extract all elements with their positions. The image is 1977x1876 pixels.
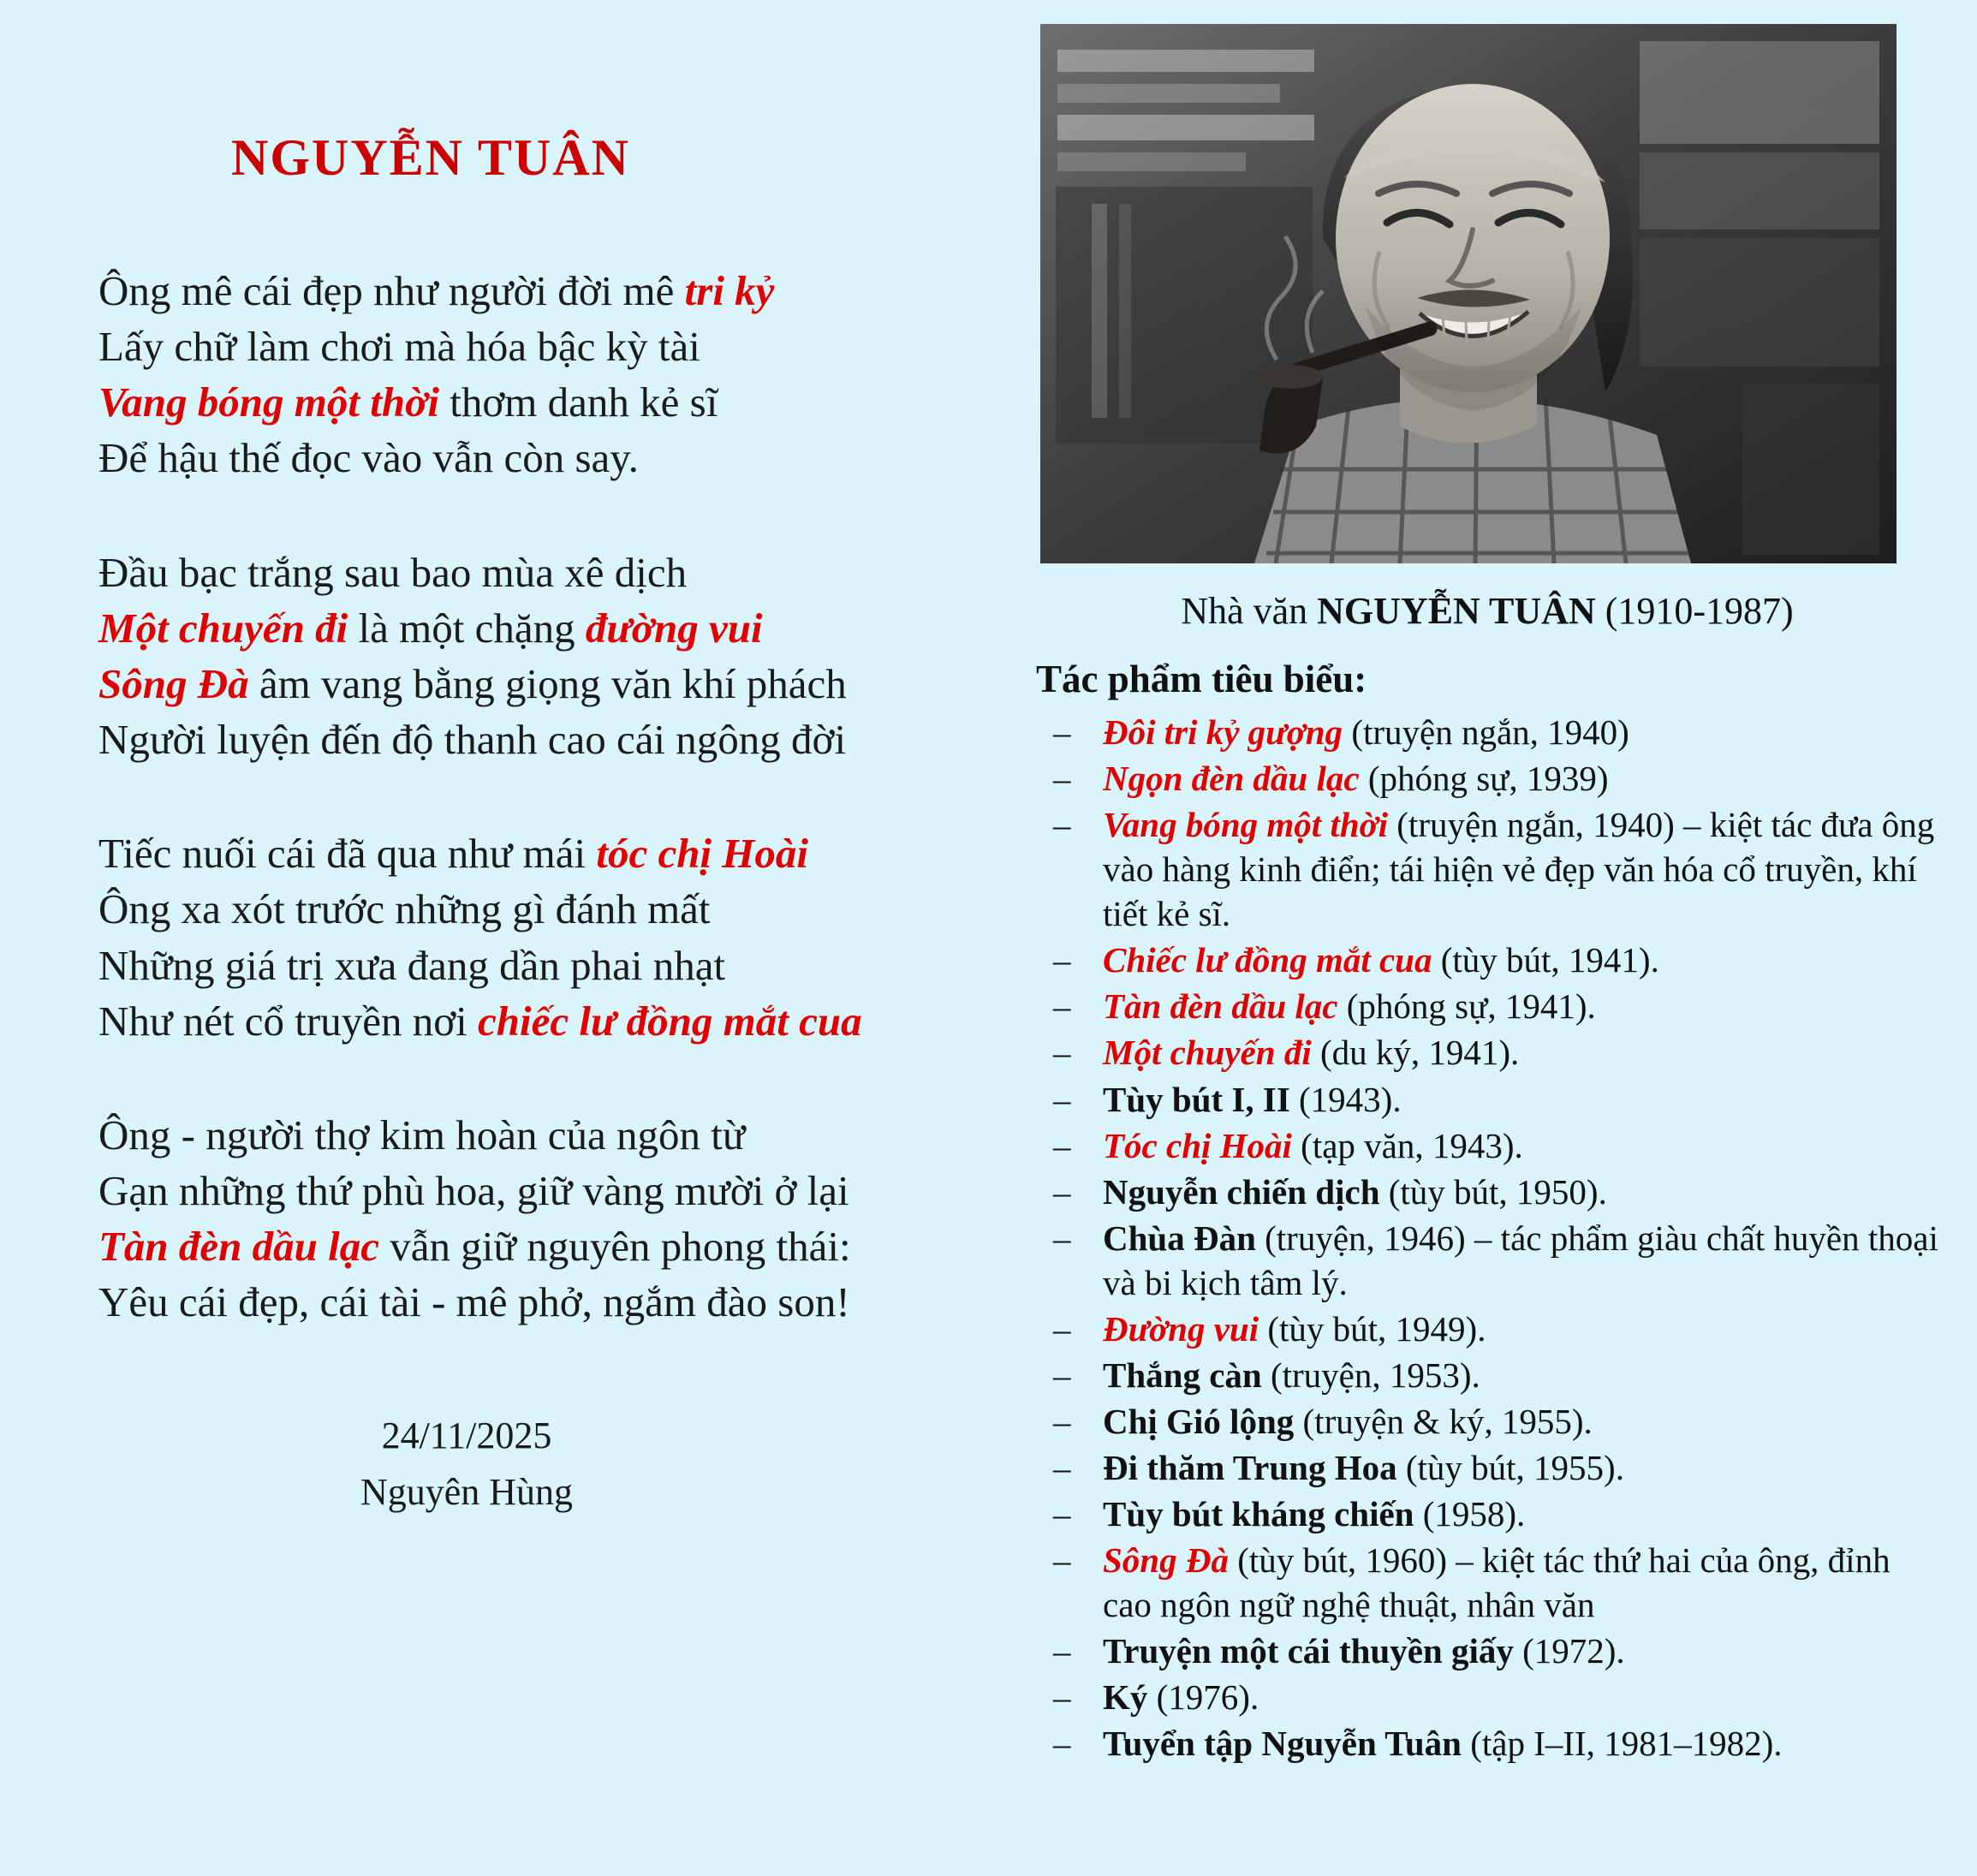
- bullet-dash: –: [1053, 1308, 1071, 1349]
- work-detail: (1972).: [1513, 1631, 1625, 1671]
- caption-prefix: Nhà văn: [1181, 590, 1318, 632]
- poem-stanza-2: [98, 545, 1036, 768]
- poem-stanza-4: [98, 1107, 1036, 1331]
- bullet-dash: –: [1053, 1677, 1071, 1718]
- work-title: Vang bóng một thời: [1103, 805, 1389, 845]
- work-title: Đường vui: [1103, 1308, 1259, 1349]
- list-item: [1036, 802, 1938, 936]
- poem-line: [98, 993, 1036, 1049]
- bullet-dash: –: [1053, 940, 1071, 980]
- list-item: [1036, 1538, 1938, 1627]
- bullet-dash: –: [1053, 1448, 1071, 1487]
- poem-line-text: Lấy chữ làm chơi mà hóa bậc kỳ tài: [98, 323, 700, 371]
- poem-line-text: Ông - người thợ kim hoàn của ngôn từ: [98, 1111, 746, 1158]
- poem-line: [98, 1274, 1036, 1330]
- work-title: Chùa Đàn: [1103, 1218, 1256, 1258]
- work-detail: (phóng sự, 1939): [1359, 759, 1609, 799]
- poem-line-text: Ông mê cái đẹp như người đời mê: [98, 267, 685, 314]
- work-title: Sông Đà: [1103, 1540, 1229, 1581]
- list-item: [1036, 1030, 1938, 1075]
- list-item: [1036, 1170, 1938, 1214]
- poem-line-text: Những giá trị xưa đang dần phai nhạt: [98, 941, 726, 989]
- poem-accent-text: Tàn đèn dầu lạc: [98, 1223, 380, 1271]
- work-detail: (phóng sự, 1941).: [1337, 986, 1596, 1027]
- work-detail: (tùy bút, 1960) – kiệt tác thứ hai của ông, đỉnh cao ngôn ngữ nghệ thuật, nhân văn: [1103, 1540, 1891, 1625]
- signature-block: [98, 1408, 835, 1521]
- list-item: [1036, 1445, 1938, 1490]
- bullet-dash: –: [1053, 1401, 1071, 1441]
- work-detail: (truyện ngắn, 1940) – kiệt tác đưa ông vào hàng kinh điển; tái hiện vẻ đẹp văn hóa cổ truyền, khí tiết kẻ sĩ.: [1103, 805, 1935, 934]
- poem-line: [98, 825, 1036, 881]
- poem-accent-text: Một chuyến đi: [98, 604, 348, 652]
- list-item: [1036, 984, 1938, 1028]
- list-item: [1036, 1721, 1938, 1766]
- work-title: Đi thăm Trung Hoa: [1103, 1448, 1397, 1487]
- poem-accent-text: chiếc lư đồng mắt cua: [478, 997, 862, 1045]
- work-title: Ký: [1103, 1677, 1148, 1718]
- poem-stanza-3: [98, 825, 1036, 1049]
- work-detail: (truyện, 1946) – tác phẩm giàu chất huyền thoại và bi kịch tâm lý.: [1103, 1218, 1938, 1302]
- poem-line-text: Người luyện đến độ thanh cao cái ngông đời: [98, 716, 847, 764]
- bullet-dash: –: [1053, 1171, 1071, 1212]
- poem-line: [98, 374, 1036, 430]
- bullet-dash: –: [1053, 1033, 1071, 1073]
- work-detail: (du ký, 1941).: [1311, 1033, 1520, 1073]
- list-item: [1036, 1353, 1938, 1397]
- poem-line: [98, 319, 1036, 374]
- poem-line-text: vẫn giữ nguyên phong thái:: [379, 1223, 851, 1271]
- works-heading: Tác phẩm tiêu biểu:: [1036, 658, 1367, 700]
- work-title: Một chuyến đi: [1103, 1033, 1312, 1073]
- bullet-dash: –: [1053, 1540, 1071, 1581]
- portrait-illustration: [1040, 24, 1897, 563]
- poem-line-text: là một chặng: [348, 604, 586, 652]
- photo-caption: [1036, 589, 1938, 633]
- poem-line: [98, 881, 1036, 937]
- work-title: Chị Gió lộng: [1103, 1401, 1295, 1441]
- caption-years: (1910-1987): [1595, 590, 1794, 632]
- poem-line: [98, 656, 1036, 712]
- list-item: [1036, 1629, 1938, 1673]
- list-item: [1036, 1077, 1938, 1122]
- list-item: [1036, 1492, 1938, 1536]
- poem-line: [98, 545, 1036, 600]
- bullet-dash: –: [1053, 1724, 1071, 1764]
- poem-line: [98, 430, 1036, 485]
- work-title: Đôi tri kỷ gượng: [1103, 712, 1343, 752]
- poem-line-text: Để hậu thế đọc vào vẫn còn say.: [98, 434, 639, 482]
- list-item: [1036, 1307, 1938, 1351]
- work-detail: (tùy bút, 1955).: [1396, 1448, 1624, 1487]
- poem-line-text: Tiếc nuối cái đã qua như mái: [98, 830, 597, 878]
- poem-date: 24/11/2025: [381, 1414, 552, 1456]
- info-column: [1036, 0, 1977, 1876]
- work-title: Thắng càn: [1103, 1355, 1262, 1395]
- poem-accent-text: Vang bóng một thời: [98, 378, 440, 426]
- work-title: Truyện một cái thuyền giấy: [1103, 1631, 1514, 1671]
- list-item: [1036, 756, 1938, 801]
- work-detail: (tùy bút, 1950).: [1379, 1171, 1607, 1212]
- portrait-photo: [1040, 24, 1897, 563]
- list-item: [1036, 710, 1938, 754]
- bullet-dash: –: [1053, 1079, 1071, 1119]
- work-detail: (truyện & ký, 1955).: [1294, 1401, 1593, 1441]
- work-detail: (1976).: [1147, 1677, 1259, 1718]
- works-list: [1036, 710, 1938, 1766]
- poem-line-text: Đầu bạc trắng sau bao mùa xê dịch: [98, 548, 688, 596]
- list-item: [1036, 1123, 1938, 1168]
- bullet-dash: –: [1053, 759, 1071, 799]
- bullet-dash: –: [1053, 1125, 1071, 1165]
- work-title: Tuyển tập Nguyễn Tuân: [1103, 1724, 1462, 1764]
- poem-accent-text: tri kỷ: [684, 267, 775, 314]
- poem-line: [98, 263, 1036, 319]
- poem-line: [98, 1107, 1036, 1163]
- work-title: Nguyễn chiến dịch: [1103, 1171, 1380, 1212]
- poem-line-text: thơm danh kẻ sĩ: [439, 378, 718, 426]
- work-title: Chiếc lư đồng mắt cua: [1103, 940, 1432, 980]
- bullet-dash: –: [1053, 986, 1071, 1027]
- list-item: [1036, 1399, 1938, 1444]
- poem-accent-text: Sông Đà: [98, 659, 249, 707]
- poem-line: [98, 1218, 1036, 1274]
- work-title: Tóc chị Hoài: [1103, 1125, 1292, 1165]
- poem-line: [98, 600, 1036, 656]
- poem-accent-text: tóc chị Hoài: [596, 830, 809, 878]
- bullet-dash: –: [1053, 805, 1071, 845]
- list-item: [1036, 1216, 1938, 1305]
- poem-accent-text: đường vui: [585, 604, 763, 652]
- bullet-dash: –: [1053, 1494, 1071, 1534]
- poem-author: Nguyên Hùng: [360, 1470, 574, 1513]
- caption-name: NGUYỄN TUÂN: [1317, 590, 1596, 632]
- poem-line-text: Ông xa xót trước những gì đánh mất: [98, 885, 711, 933]
- work-detail: (tập I–II, 1981–1982).: [1461, 1724, 1783, 1764]
- poem-line-text: Như nét cổ truyền nơi: [98, 997, 479, 1045]
- work-detail: (tùy bút, 1941).: [1432, 940, 1659, 980]
- list-item: [1036, 1675, 1938, 1719]
- poem-line-text: Gạn những thứ phù hoa, giữ vàng mười ở lại: [98, 1167, 849, 1215]
- bullet-dash: –: [1053, 712, 1071, 752]
- work-detail: (1958).: [1414, 1494, 1526, 1534]
- poem-line-text: Yêu cái đẹp, cái tài - mê phở, ngắm đào son!: [98, 1278, 850, 1326]
- list-item: [1036, 938, 1938, 982]
- work-detail: (truyện ngắn, 1940): [1343, 712, 1629, 752]
- work-detail: (truyện, 1953).: [1261, 1355, 1480, 1395]
- work-detail: (tạp văn, 1943).: [1291, 1125, 1523, 1165]
- poem-line: [98, 938, 1036, 993]
- poem-stanza-1: [98, 263, 1036, 486]
- work-title: Ngọn đèn dầu lạc: [1103, 759, 1360, 799]
- bullet-dash: –: [1053, 1631, 1071, 1671]
- poem-line: [98, 1163, 1036, 1218]
- work-title: Tùy bút I, II: [1103, 1079, 1290, 1119]
- work-detail: (1943).: [1289, 1079, 1402, 1119]
- work-title: Tùy bút kháng chiến: [1103, 1494, 1414, 1534]
- bullet-dash: –: [1053, 1218, 1071, 1258]
- page-title: NGUYỄN TUÂN: [231, 129, 630, 186]
- poem-line-text: âm vang bằng giọng văn khí phách: [248, 659, 847, 707]
- poem-line: [98, 712, 1036, 767]
- work-title: Tàn đèn dầu lạc: [1103, 986, 1338, 1027]
- work-detail: (tùy bút, 1949).: [1259, 1308, 1486, 1349]
- bullet-dash: –: [1053, 1355, 1071, 1395]
